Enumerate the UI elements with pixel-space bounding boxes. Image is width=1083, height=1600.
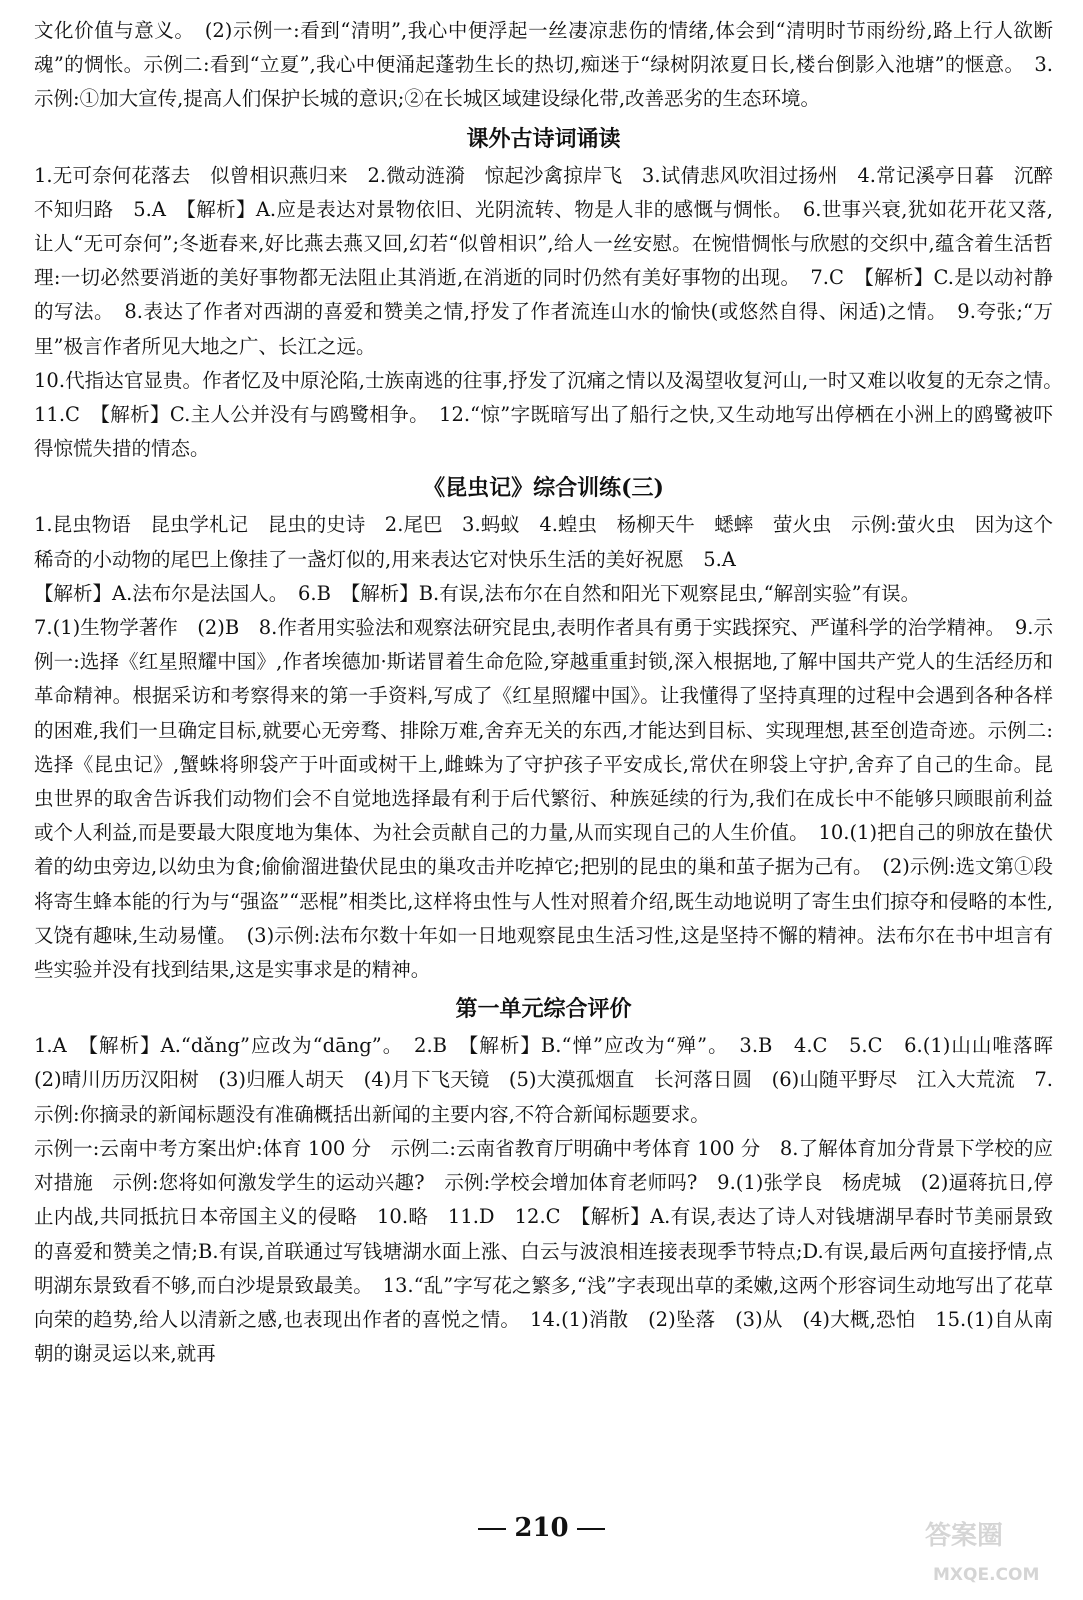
- insects-paragraph-2: 【解析】A.法布尔是法国人。 6.B 【解析】B.有误,法布尔在自然和阳光下观察昆虫,“解剖实验”有误。: [34, 581, 921, 605]
- watermark-text: 答案圈: [925, 1521, 1004, 1551]
- watermark-sub: MXQE.COM: [933, 1565, 1040, 1585]
- unit-paragraph-2: 示例一:云南中考方案出炉:体育 100 分 示例二:云南省教育厅明确中考体育 100 分 8.了解体育加分背景下学校的应对措施 示例:您将如何激发学生的运动兴趣? 示例:学校会增加体育老师吗? 9.(1)张学良 杨虎城 (2)逼蒋抗日,停止内战,共同抵抗日本帝国主义的侵略 10.略 11.D 12.C 【解析】A.有误,表达了诗人对钱塘湖早春时节美丽景致的喜爱和赞美之情;B.有误,首联通过写钱塘湖水面上涨、白云与波浪相连接表现季节特点;D.有误,最后两句直接抒情,点明湖东景致看不够,而白沙堤景致最美。 13.“乱”字写花之繁多,“浅”字表现出草的柔嫩,这两个形容词生动地写出了花草向荣的趋势,给人以清新之感,也表现出作者的喜悦之情。 14.(1)消散 (2)坠落 (3)从 (4)大概,恐怕 15.(1)自从南朝的谢灵运以来,就再: [34, 1136, 1053, 1366]
- insects-paragraph-1: 1.昆虫物语 昆虫学札记 昆虫的史诗 2.尾巴 3.蚂蚁 4.蝗虫 杨柳天牛 蟋蟀 萤火虫 示例:萤火虫 因为这个稀奇的小动物的尾巴上像挂了一盏灯似的,用来表达它对快乐生活的美好祝愿 5.A: [34, 513, 1053, 571]
- watermark-logo: [919, 1510, 1069, 1590]
- section-title-unit-evaluation: 第一单元综合评价: [455, 996, 632, 1023]
- section-title-poetry: 课外古诗词诵读: [466, 125, 621, 152]
- insects-paragraph-3: 7.(1)生物学著作 (2)B 8.作者用实验法和观察法研究昆虫,表明作者具有勇于实践探究、严谨科学的治学精神。 9.示例一:选择《红星照耀中国》,作者埃德加·斯诺冒着生命危险,穿越重重封锁,深入根据地,了解中国共产党人的生活经历和革命精神。根据采访和考察得来的第一手资料,写成了《红星照耀中国》。让我懂得了坚持真理的过程中会遇到各种各样的困难,我们一旦确定目标,就要心无旁骛、排除万难,舍弃无关的东西,才能达到目标、实现理想,甚至创造奇迹。示例二:选择《昆虫记》,蟹蛛将卵袋产于叶面或树干上,雌蛛为了守护孩子平安成长,常伏在卵袋上守护,舍弃了自己的生命。昆虫世界的取舍告诉我们动物们会不自觉地选择最有利于后代繁衍、种族延续的行为,我们在成长中不能够只顾眼前利益或个人利益,而是要最大限度地为集体、为社会贡献自己的力量,从而实现自己的人生价值。 10.(1)把自己的卵放在蛰伏着的幼虫旁边,以幼虫为食;偷偷溜进蛰伏昆虫的巢攻击并吃掉它;把别的昆虫的巢和茧子据为己有。 (2)示例:选文第①段将寄生蜂本能的行为与“强盗”“恶棍”相类比,这样将虫性与人性对照着介绍,既生动地说明了寄生虫们掠夺和侵略的本性,又饶有趣味,生动易懂。 (3)示例:法布尔数十年如一日地观察昆虫生活习性,这是坚持不懈的精神。法布尔在书中坦言有些实验并没有找到结果,这是实事求是的精神。: [34, 616, 1053, 982]
- section-title-insects: 《昆虫记》综合训练(三): [423, 475, 664, 502]
- poetry-paragraph-1: 1.无可奈何花落去 似曾相识燕归来 2.微动涟漪 惊起沙禽掠岸飞 3.试倩悲风吹泪过扬州 4.常记溪亭日暮 沉醉不知归路 5.A 【解析】A.应是表达对景物依旧、光阴流转、物是人非的感慨与惆怅。 6.世事兴衰,犹如花开花又落,让人“无可奈何”;冬逝春来,好比燕去燕又回,幻若“似曾相识”,给人一丝安慰。在惋惜惆怅与欣慰的交织中,蕴含着生活哲理:一切必然要消逝的美好事物都无法阻止其消逝,在消逝的同时仍然有美好事物的出现。 7.C 【解析】C.是以动衬静的写法。 8.表达了作者对西湖的喜爱和赞美之情,抒发了作者流连山水的愉快(或悠然自得、闲适)之情。 9.夸张;“万里”极言作者所见大地之广、长江之远。: [34, 163, 1053, 358]
- intro-paragraph: 文化价值与意义。 (2)示例一:看到“清明”,我心中便浮起一丝凄凉悲伤的情绪,体会到“清明时节雨纷纷,路上行人欲断魂”的惆怅。示例二:看到“立夏”,我心中便涌起蓬勃生长的热切,痴迷于“绿树阴浓夏日长,楼台倒影入池塘”的惬意。 3.示例:①加大宣传,提高人们保护长城的意识;②在长城区域建设绿化带,改善恶劣的生态环境。: [34, 19, 1053, 111]
- footer-dash-left: [478, 1528, 506, 1530]
- page-number: 210: [514, 1513, 569, 1543]
- poetry-paragraph-2: 10.代指达官显贵。作者忆及中原沦陷,士族南逃的往事,抒发了沉痛之情以及渴望收复河山,一时又难以收复的无奈之情。 11.C 【解析】C.主人公并没有与鸥鹭相争。 12.“惊”字既暗写出了船行之快,又生动地写出停栖在小洲上的鸥鹭被吓得惊慌失措的情态。: [34, 368, 1073, 461]
- unit-paragraph-1: 1.A 【解析】A.“dǎng”应改为“dāng”。 2.B 【解析】B.“惮”应改为“殚”。 3.B 4.C 5.C 6.(1)山山唯落晖 (2)晴川历历汉阳树 (3)归雁人胡天 (4)月下飞天镜 (5)大漠孤烟直 长河落日圆 (6)山随平野尽 江入大荒流 7.示例:你摘录的新闻标题没有准确概括出新闻的主要内容,不符合新闻标题要求。: [34, 1034, 1073, 1126]
- footer-dash-right: [577, 1528, 605, 1530]
